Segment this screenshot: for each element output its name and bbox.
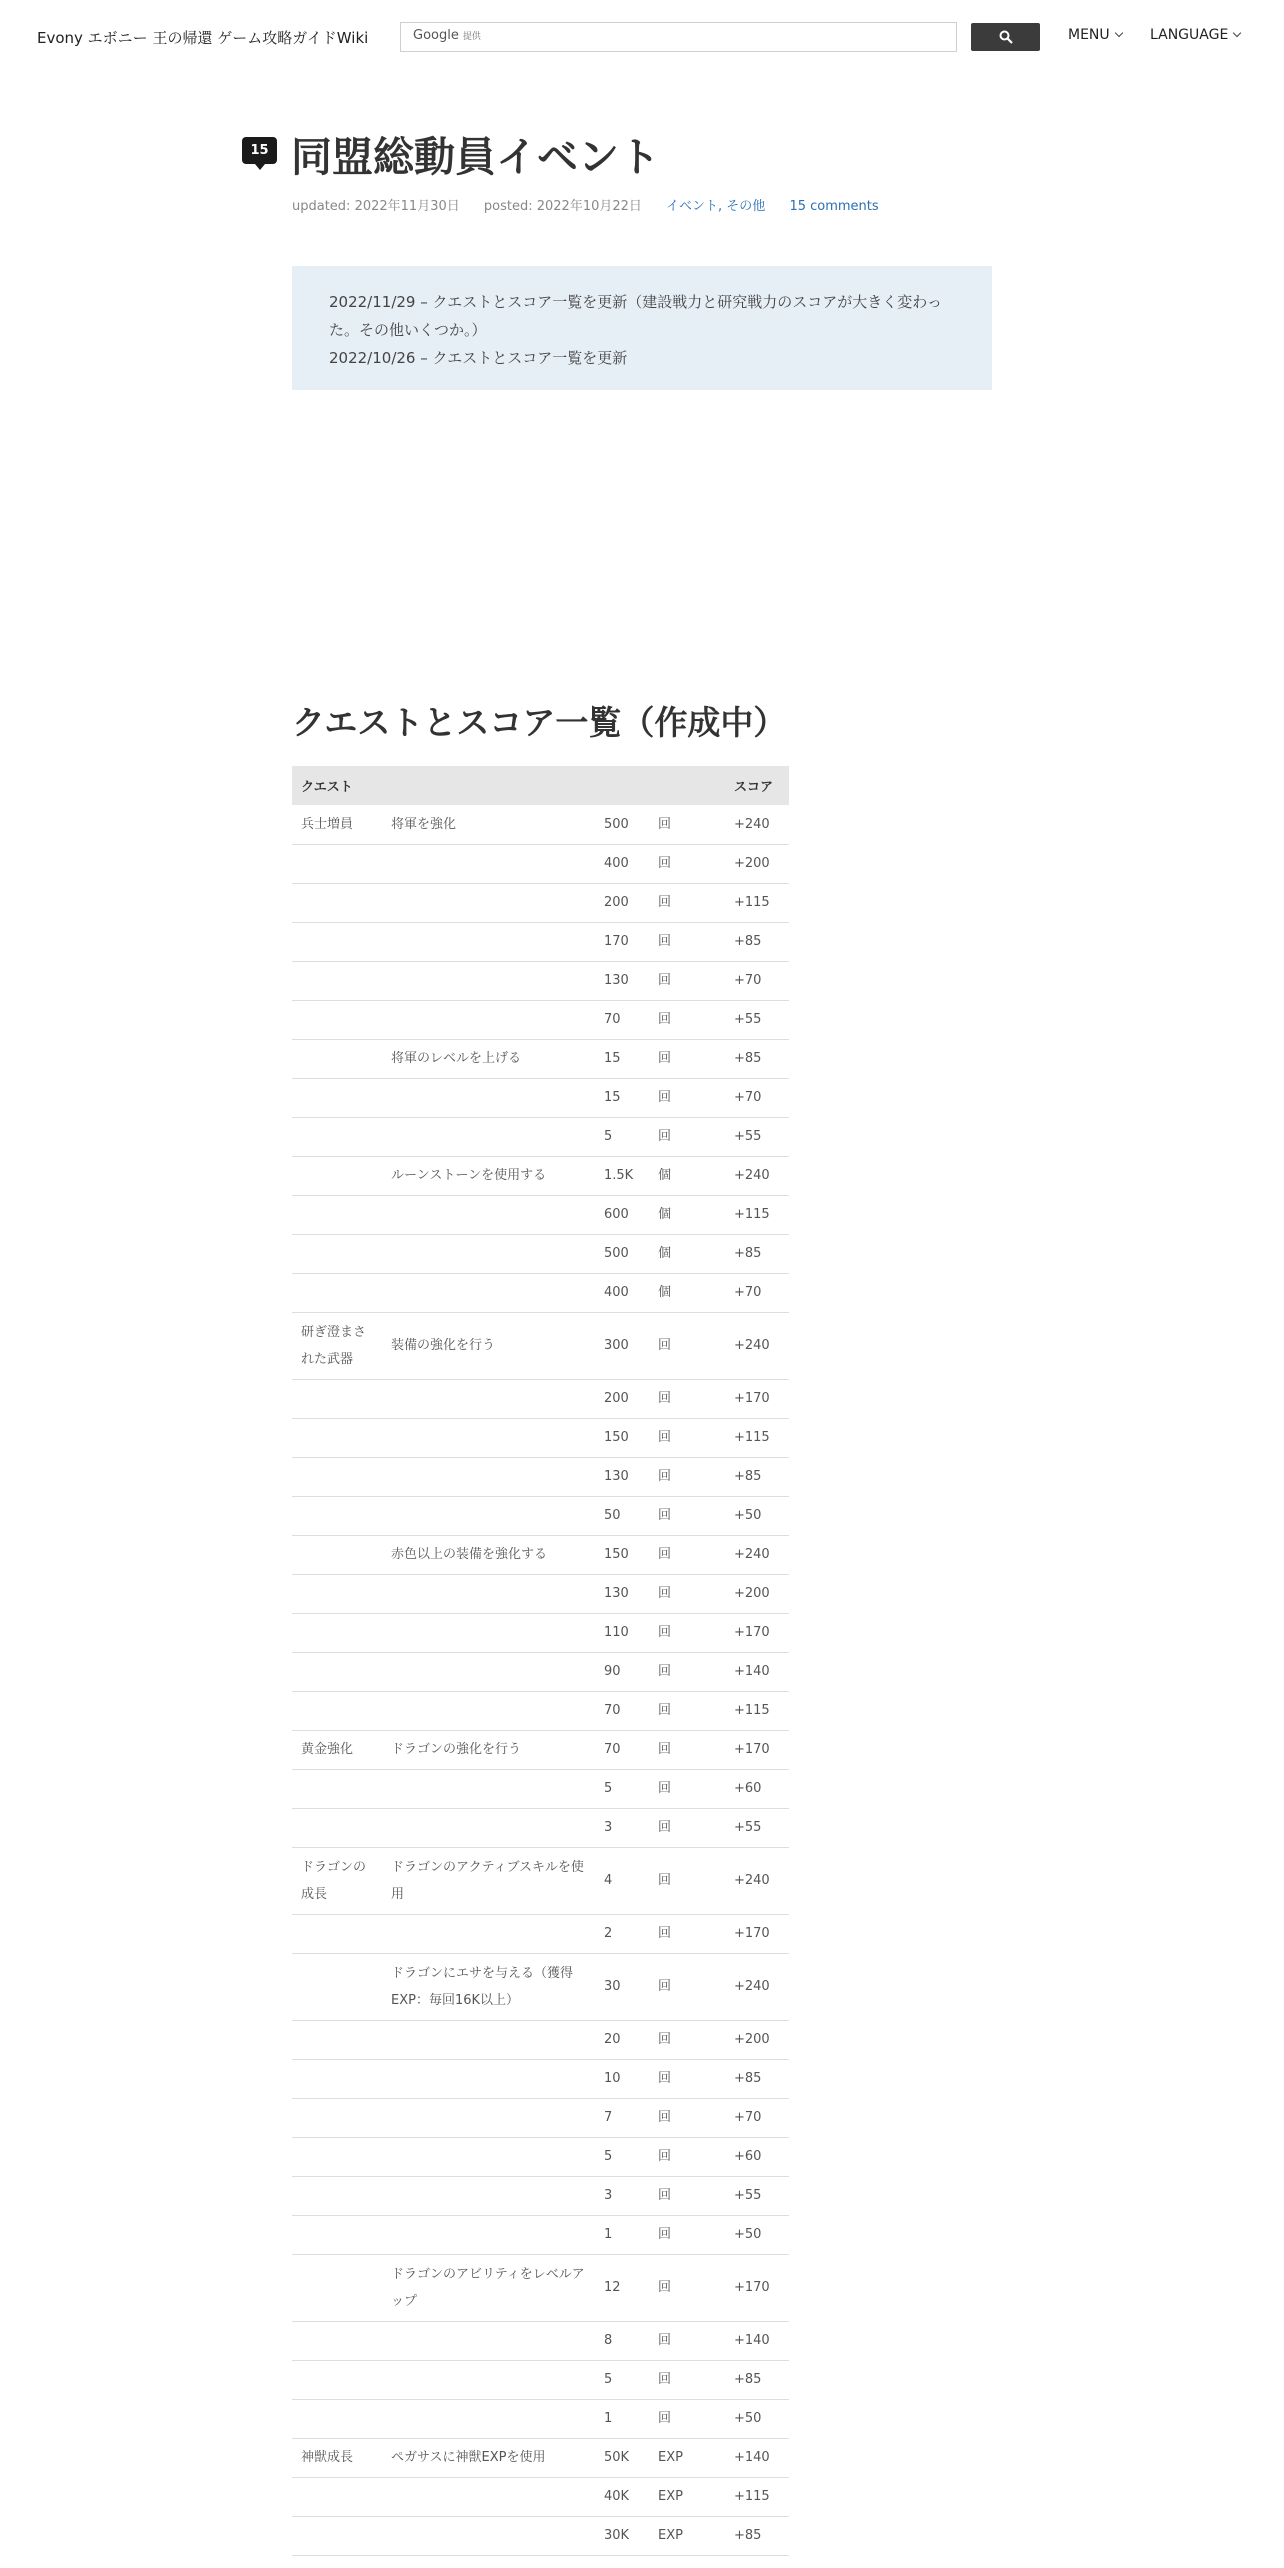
quest-score: +55 (725, 1000, 789, 1039)
chevron-down-icon (1114, 29, 1122, 37)
quest-unit: 回 (649, 2399, 725, 2438)
quest-category: 研ぎ澄まされた武器 (292, 1312, 382, 1379)
header-blank (382, 766, 595, 805)
quest-unit: 回 (649, 1418, 725, 1457)
quest-task (382, 1457, 595, 1496)
quest-score: +85 (725, 2059, 789, 2098)
quest-category (292, 1000, 382, 1039)
quest-amount: 70 (595, 1000, 649, 1039)
quest-amount: 15 (595, 1078, 649, 1117)
quest-task (382, 1273, 595, 1312)
quest-amount: 3 (595, 2176, 649, 2215)
quest-category: ドラゴンの成長 (292, 1847, 382, 1914)
quest-task (382, 1652, 595, 1691)
quest-category (292, 1234, 382, 1273)
quest-amount: 15 (595, 1039, 649, 1078)
quest-score: +60 (725, 1769, 789, 1808)
quest-task (382, 1234, 595, 1273)
section-title: クエストとスコア一覧（作成中） (292, 703, 787, 742)
table-row (292, 2059, 789, 2098)
quest-score: +85 (725, 1457, 789, 1496)
site-title[interactable]: Evony エボニー 王の帰還 ゲーム攻略ガイドWiki (37, 29, 369, 47)
quest-amount: 30K (595, 2516, 649, 2555)
quest-task: ドラゴンにエサを与える（獲得EXP：毎回16K以上） (382, 1953, 595, 2020)
quest-amount: 130 (595, 1574, 649, 1613)
header-score: スコア (725, 766, 789, 805)
quest-category (292, 1613, 382, 1652)
quest-category (292, 2477, 382, 2516)
quest-score: +70 (725, 1273, 789, 1312)
table-row (292, 1613, 789, 1652)
quest-task: 赤色以上の装備を強化する (382, 1535, 595, 1574)
quest-category (292, 2137, 382, 2176)
quest-amount: 5 (595, 2137, 649, 2176)
table-row (292, 2321, 789, 2360)
table-row (292, 1914, 789, 1953)
quest-amount: 500 (595, 805, 649, 844)
quest-score: +60 (725, 2137, 789, 2176)
quest-category (292, 2399, 382, 2438)
quest-category (292, 2176, 382, 2215)
quest-amount: 200 (595, 1379, 649, 1418)
quest-score: +240 (725, 1312, 789, 1379)
quest-task (382, 2477, 595, 2516)
quest-score: +70 (725, 2098, 789, 2137)
quest-amount: 400 (595, 844, 649, 883)
quest-amount: 2 (595, 1914, 649, 1953)
table-row (292, 2215, 789, 2254)
table-row (292, 1195, 789, 1234)
quest-category (292, 2215, 382, 2254)
quest-amount: 1 (595, 2399, 649, 2438)
quest-amount: 5 (595, 2360, 649, 2399)
quest-score: +170 (725, 1914, 789, 1953)
table-row (292, 2098, 789, 2137)
table-row (292, 1418, 789, 1457)
quest-amount: 130 (595, 961, 649, 1000)
table-row (292, 2399, 789, 2438)
quest-unit: 回 (649, 1691, 725, 1730)
quest-score: +170 (725, 1379, 789, 1418)
quest-task: ルーンストーンを使用する (382, 1156, 595, 1195)
language-button[interactable]: LANGUAGE (1150, 27, 1240, 43)
comments-link[interactable]: 15 comments (789, 199, 879, 214)
quest-unit: 回 (649, 1312, 725, 1379)
quest-task (382, 2360, 595, 2399)
quest-category (292, 2516, 382, 2555)
quest-category (292, 1691, 382, 1730)
quest-category (292, 1914, 382, 1953)
table-row (292, 1691, 789, 1730)
quest-amount: 50K (595, 2438, 649, 2477)
quest-unit: 回 (649, 1914, 725, 1953)
quest-category (292, 1496, 382, 1535)
quest-unit: 回 (649, 1953, 725, 2020)
quest-task (382, 2020, 595, 2059)
quest-unit: 回 (649, 2215, 725, 2254)
table-row (292, 1574, 789, 1613)
quest-amount: 400 (595, 1273, 649, 1312)
quest-score: +55 (725, 1117, 789, 1156)
quest-category (292, 1195, 382, 1234)
quest-task (382, 1574, 595, 1613)
quest-unit: 回 (649, 1847, 725, 1914)
quest-unit: 回 (649, 1613, 725, 1652)
quest-amount: 50 (595, 1496, 649, 1535)
quest-amount: 10 (595, 2059, 649, 2098)
table-row (292, 1117, 789, 1156)
table-row (292, 2137, 789, 2176)
quest-score: +70 (725, 961, 789, 1000)
table-row (292, 1808, 789, 1847)
page-title: 同盟総動員イベント (291, 133, 660, 181)
quest-unit: 回 (649, 2360, 725, 2399)
quest-score: +85 (725, 1234, 789, 1273)
table-row (292, 961, 789, 1000)
table-row (292, 1769, 789, 1808)
quest-amount: 90 (595, 1652, 649, 1691)
quest-category (292, 1156, 382, 1195)
table-row (292, 2516, 789, 2555)
quest-task: 装備の強化を行う (382, 1312, 595, 1379)
table-row (292, 1000, 789, 1039)
quest-category: 黄金強化 (292, 1730, 382, 1769)
quest-amount: 5 (595, 1769, 649, 1808)
quest-category (292, 2254, 382, 2321)
google-search-label: Google 提供 (413, 28, 481, 43)
quest-score: +85 (725, 2516, 789, 2555)
quest-category (292, 2360, 382, 2399)
quest-task (382, 1808, 595, 1847)
menu-button[interactable]: MENU (1068, 27, 1122, 43)
header-blank (649, 766, 725, 805)
header-blank (595, 766, 649, 805)
table-header-row (292, 766, 789, 805)
quest-unit: 回 (649, 1769, 725, 1808)
quest-category (292, 2059, 382, 2098)
quest-category (292, 1457, 382, 1496)
quest-task (382, 961, 595, 1000)
quest-amount: 70 (595, 1730, 649, 1769)
quest-unit: 回 (649, 1535, 725, 1574)
quest-unit: EXP (649, 2477, 725, 2516)
quest-amount: 170 (595, 922, 649, 961)
quest-score: +50 (725, 2399, 789, 2438)
quest-task (382, 2516, 595, 2555)
comment-count-badge[interactable]: 15 (242, 137, 277, 164)
quest-unit: 回 (649, 2098, 725, 2137)
quest-category (292, 1418, 382, 1457)
quest-score: +115 (725, 1418, 789, 1457)
table-row (292, 922, 789, 961)
quest-amount: 150 (595, 1535, 649, 1574)
chevron-down-icon (1233, 29, 1241, 37)
quest-amount: 7 (595, 2098, 649, 2137)
quest-task: 将軍のレベルを上げる (382, 1039, 595, 1078)
table-row (292, 1078, 789, 1117)
site-header (0, 0, 1284, 72)
quest-unit: 個 (649, 1156, 725, 1195)
quest-unit: 回 (649, 1808, 725, 1847)
table-row (292, 2176, 789, 2215)
quest-unit: 回 (649, 1730, 725, 1769)
quest-amount: 20 (595, 2020, 649, 2059)
quest-task (382, 1117, 595, 1156)
quest-score: +115 (725, 1195, 789, 1234)
quest-task (382, 2176, 595, 2215)
quest-score: +170 (725, 1730, 789, 1769)
table-row (292, 1312, 789, 1379)
quest-category (292, 1535, 382, 1574)
quest-score: +70 (725, 1078, 789, 1117)
quest-category (292, 883, 382, 922)
header-quest: クエスト (292, 766, 382, 805)
quest-category: 神獣成長 (292, 2438, 382, 2477)
quest-unit: 個 (649, 1195, 725, 1234)
quest-unit: EXP (649, 2438, 725, 2477)
quest-category (292, 1078, 382, 1117)
search-icon (999, 30, 1013, 44)
quest-score: +115 (725, 2477, 789, 2516)
quest-task: ドラゴンのアクティブスキルを使用 (382, 1847, 595, 1914)
quest-score: +170 (725, 2254, 789, 2321)
quest-unit: 回 (649, 1039, 725, 1078)
notice-line: 2022/11/29 – クエストとスコア一覧を更新（建設戦力と研究戦力のスコアが大きく変わった。その他いくつか。） (329, 293, 943, 339)
table-row (292, 805, 789, 844)
search-button[interactable] (971, 23, 1040, 51)
quest-unit: 回 (649, 2321, 725, 2360)
quest-amount: 40K (595, 2477, 649, 2516)
quest-task (382, 1613, 595, 1652)
quest-score: +200 (725, 1574, 789, 1613)
quest-unit: 回 (649, 1457, 725, 1496)
quest-score: +115 (725, 1691, 789, 1730)
quest-task (382, 1000, 595, 1039)
quest-task: ドラゴンのアビリティをレベルアップ (382, 2254, 595, 2321)
quest-amount: 600 (595, 1195, 649, 1234)
table-row (292, 1652, 789, 1691)
table-row (292, 1156, 789, 1195)
quest-amount: 130 (595, 1457, 649, 1496)
quest-unit: 回 (649, 1652, 725, 1691)
quest-category (292, 1273, 382, 1312)
quest-category (292, 1953, 382, 2020)
quest-task (382, 2215, 595, 2254)
quest-score: +85 (725, 1039, 789, 1078)
quest-category (292, 1379, 382, 1418)
table-row (292, 1234, 789, 1273)
quest-task (382, 1496, 595, 1535)
quest-amount: 1 (595, 2215, 649, 2254)
posted-date: posted: 2022年10月22日 (483, 199, 642, 214)
quest-score: +85 (725, 922, 789, 961)
quest-unit: 回 (649, 844, 725, 883)
table-row (292, 2438, 789, 2477)
quest-category: 兵士増員 (292, 805, 382, 844)
quest-task (382, 2059, 595, 2098)
table-row (292, 1379, 789, 1418)
quest-score: +240 (725, 805, 789, 844)
quest-amount: 300 (595, 1312, 649, 1379)
quest-unit: 回 (649, 1574, 725, 1613)
quest-score: +240 (725, 1156, 789, 1195)
quest-category (292, 2098, 382, 2137)
quest-score: +140 (725, 2438, 789, 2477)
quest-task (382, 1195, 595, 1234)
quest-task (382, 2321, 595, 2360)
quest-score: +240 (725, 1953, 789, 2020)
notice-line: 2022/10/26 – クエストとスコア一覧を更新 (329, 349, 628, 367)
table-row (292, 1273, 789, 1312)
quest-unit: 回 (649, 922, 725, 961)
quest-unit: 回 (649, 2020, 725, 2059)
quest-score: +50 (725, 1496, 789, 1535)
quest-unit: 回 (649, 1379, 725, 1418)
quest-amount: 3 (595, 1808, 649, 1847)
table-row (292, 2020, 789, 2059)
quest-task (382, 1914, 595, 1953)
quest-category (292, 1574, 382, 1613)
quest-unit: 回 (649, 805, 725, 844)
quest-task: ドラゴンの強化を行う (382, 1730, 595, 1769)
category-links[interactable]: イベント, その他 (666, 199, 766, 214)
table-row (292, 1847, 789, 1914)
quest-amount: 5 (595, 1117, 649, 1156)
quest-category (292, 922, 382, 961)
quest-task (382, 1691, 595, 1730)
quest-score: +240 (725, 1535, 789, 1574)
table-row (292, 2254, 789, 2321)
table-row (292, 1457, 789, 1496)
quest-task (382, 1379, 595, 1418)
quest-amount: 12 (595, 2254, 649, 2321)
quest-category (292, 1652, 382, 1691)
quest-category (292, 961, 382, 1000)
quest-amount: 70 (595, 1691, 649, 1730)
quest-score: +50 (725, 2215, 789, 2254)
quest-unit: 回 (649, 2059, 725, 2098)
quest-unit: 回 (649, 1078, 725, 1117)
quest-score: +200 (725, 2020, 789, 2059)
quest-unit: 回 (649, 961, 725, 1000)
update-notice (292, 266, 992, 390)
quest-amount: 500 (595, 1234, 649, 1273)
quest-unit: 個 (649, 1234, 725, 1273)
table-row (292, 1730, 789, 1769)
quest-unit: 回 (649, 1117, 725, 1156)
quest-amount: 4 (595, 1847, 649, 1914)
quest-task (382, 1418, 595, 1457)
quest-task (382, 1078, 595, 1117)
table-row (292, 844, 789, 883)
quest-score: +200 (725, 844, 789, 883)
quest-task (382, 2137, 595, 2176)
quest-unit: 個 (649, 1273, 725, 1312)
table-row (292, 2360, 789, 2399)
quest-category (292, 1117, 382, 1156)
quest-unit: 回 (649, 2176, 725, 2215)
quest-score: +55 (725, 1808, 789, 1847)
quest-task (382, 2098, 595, 2137)
table-row (292, 2477, 789, 2516)
table-row (292, 1535, 789, 1574)
quest-task (382, 922, 595, 961)
quest-score: +55 (725, 2176, 789, 2215)
quest-unit: 回 (649, 883, 725, 922)
search-input[interactable] (400, 22, 957, 52)
quest-unit: 回 (649, 1000, 725, 1039)
quest-amount: 150 (595, 1418, 649, 1457)
quest-task: ペガサスに神獣EXPを使用 (382, 2438, 595, 2477)
quest-score: +85 (725, 2360, 789, 2399)
quest-task (382, 844, 595, 883)
post-meta (292, 195, 879, 214)
quest-task (382, 1769, 595, 1808)
quest-score-table (292, 766, 789, 2556)
quest-unit: 回 (649, 2254, 725, 2321)
quest-task (382, 883, 595, 922)
quest-category (292, 1769, 382, 1808)
quest-amount: 8 (595, 2321, 649, 2360)
quest-amount: 110 (595, 1613, 649, 1652)
quest-score: +115 (725, 883, 789, 922)
quest-score: +140 (725, 1652, 789, 1691)
quest-amount: 1.5K (595, 1156, 649, 1195)
quest-category (292, 2321, 382, 2360)
quest-score: +240 (725, 1847, 789, 1914)
table-row (292, 1039, 789, 1078)
quest-category (292, 844, 382, 883)
quest-unit: 回 (649, 2137, 725, 2176)
quest-unit: EXP (649, 2516, 725, 2555)
quest-task: 将軍を強化 (382, 805, 595, 844)
quest-score: +140 (725, 2321, 789, 2360)
quest-category (292, 2020, 382, 2059)
quest-category (292, 1808, 382, 1847)
quest-task (382, 2399, 595, 2438)
table-row (292, 1496, 789, 1535)
quest-category (292, 1039, 382, 1078)
table-row (292, 883, 789, 922)
table-row (292, 1953, 789, 2020)
quest-unit: 回 (649, 1496, 725, 1535)
updated-date: updated: 2022年11月30日 (292, 199, 460, 214)
quest-score: +170 (725, 1613, 789, 1652)
quest-amount: 200 (595, 883, 649, 922)
quest-amount: 30 (595, 1953, 649, 2020)
